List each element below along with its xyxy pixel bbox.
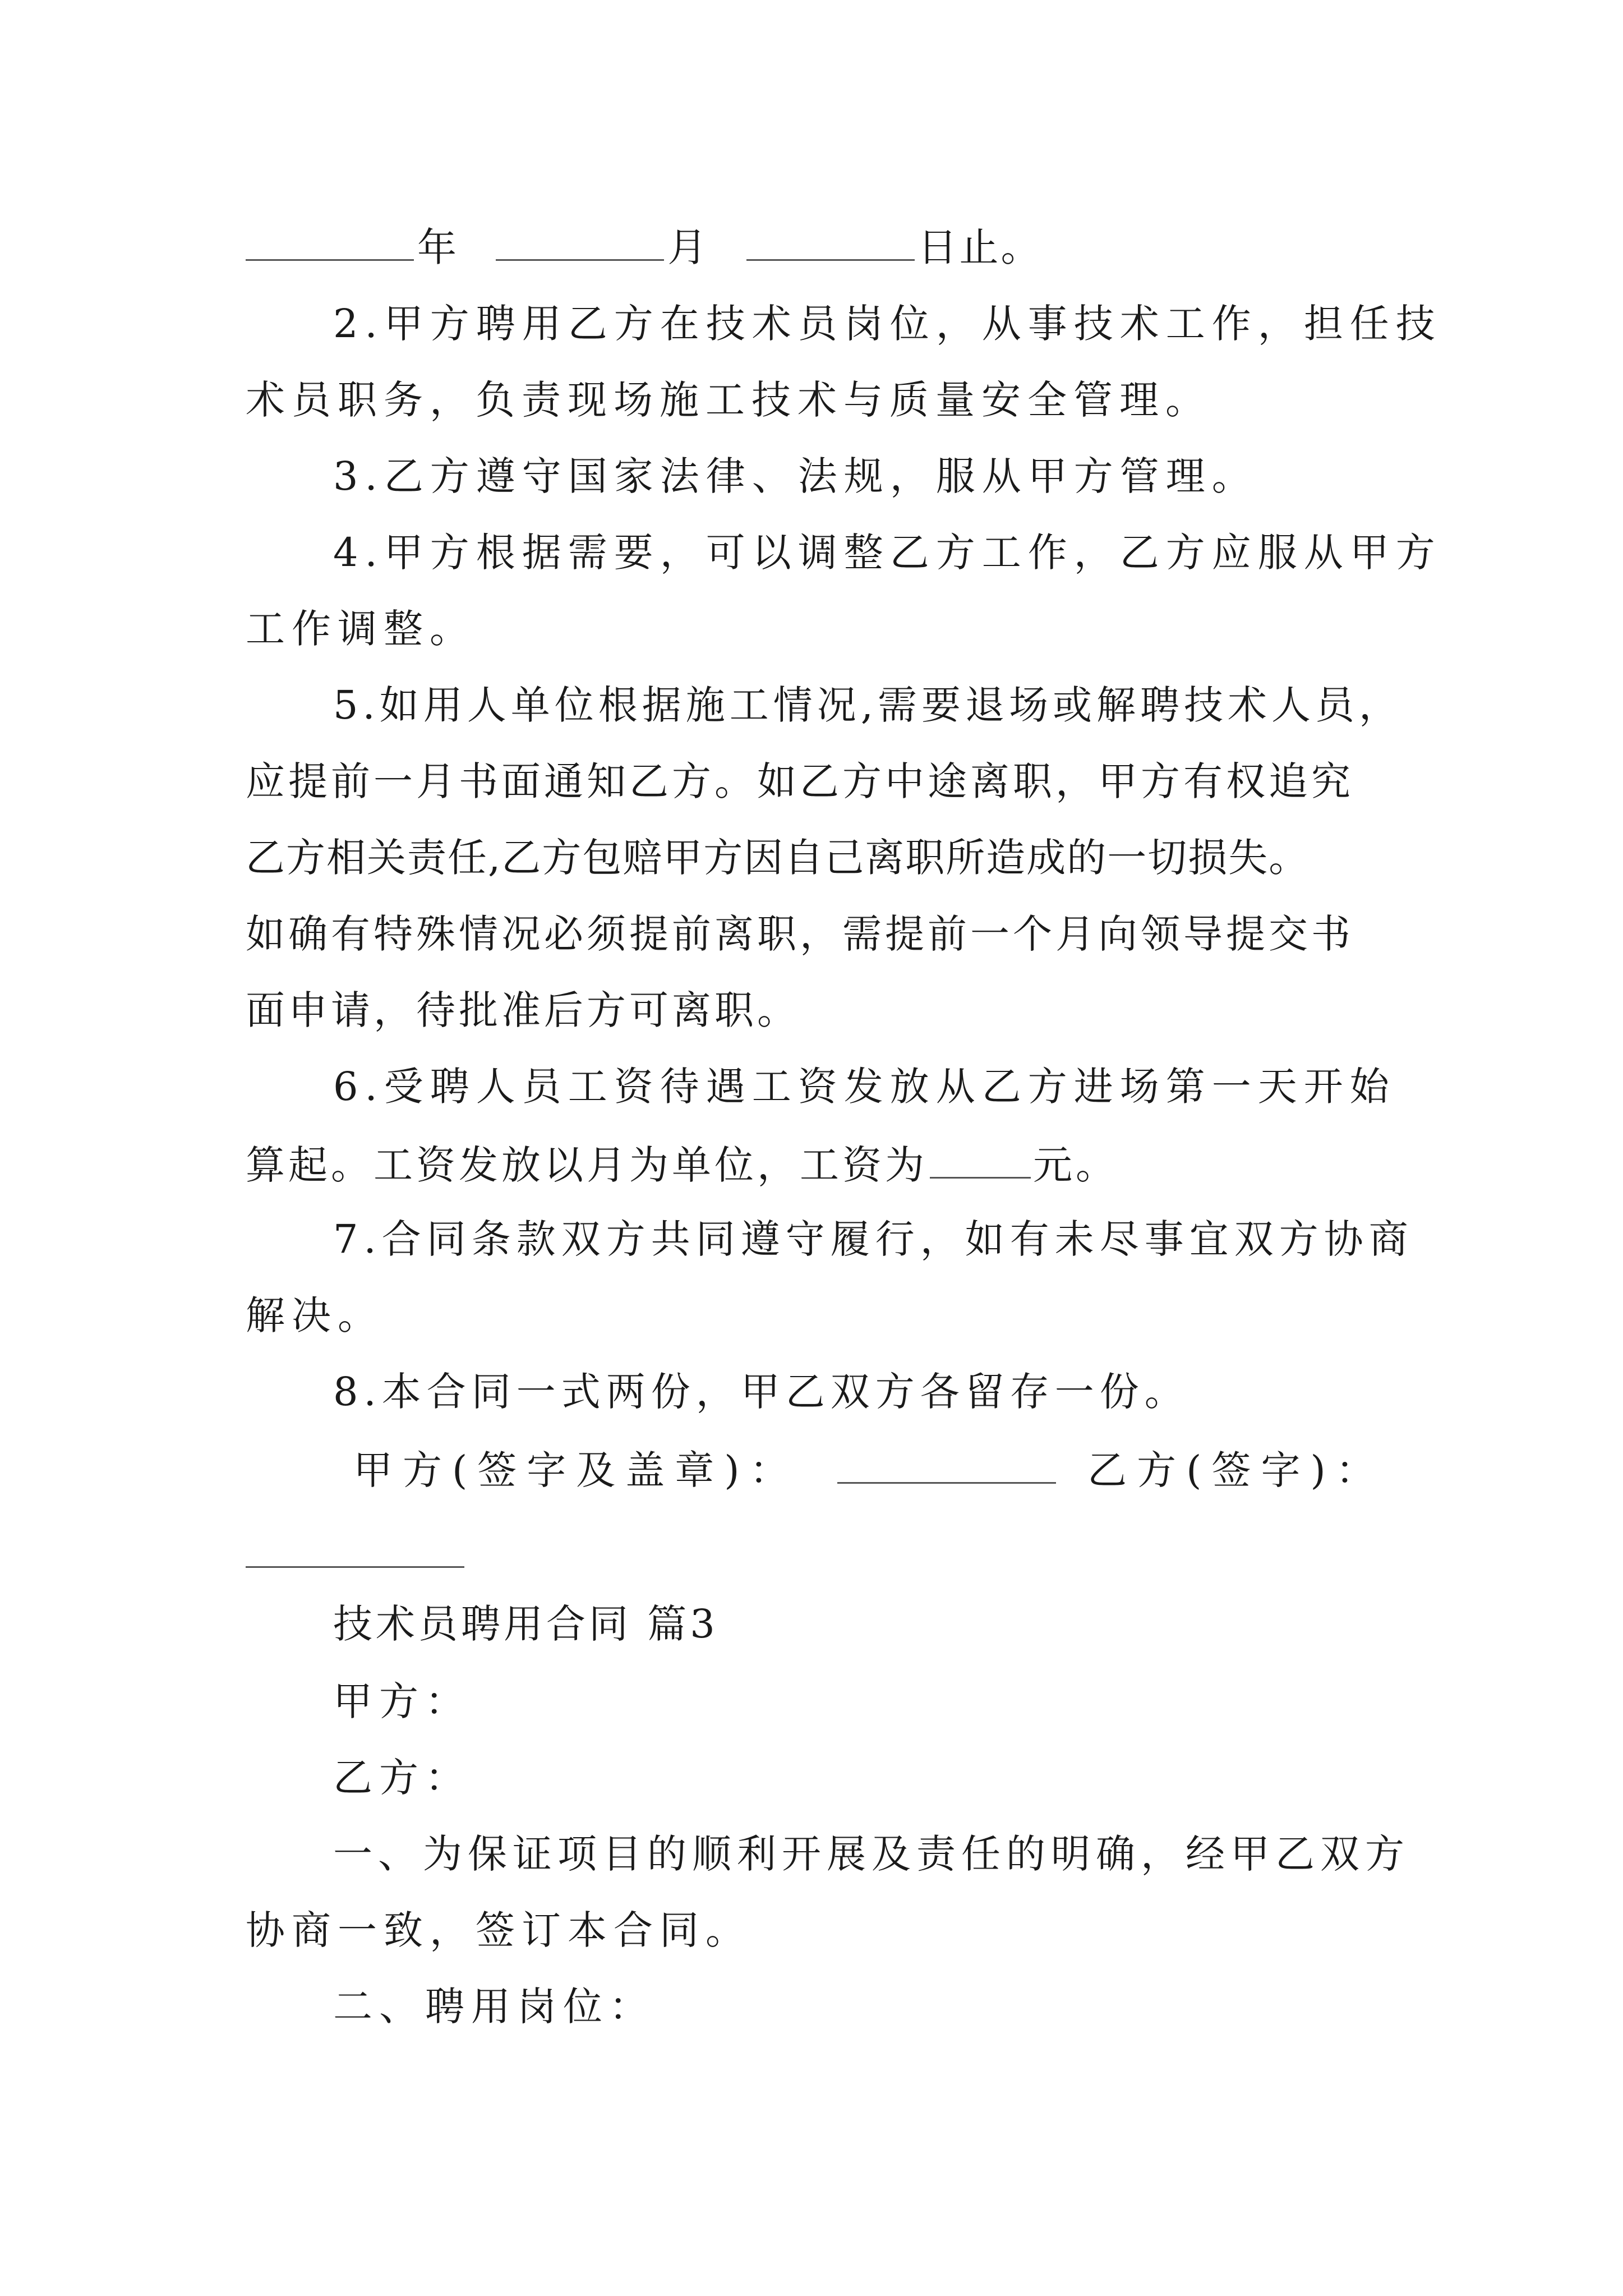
clause-6-line-1: 6.受聘人员工资待遇工资发放从乙方进场第一天开始 (333, 1064, 1396, 1110)
clause-5-line-4: 如确有特殊情况必须提前离职，需提前一个月向领导提交书 (246, 911, 1354, 957)
clause-4-line-1: 4.甲方根据需要，可以调整乙方工作，乙方应服从甲方 (333, 530, 1442, 576)
item-1-line-2: 协商一致，签订本合同。 (246, 1907, 751, 1953)
party-a-label: 甲方： (333, 1678, 471, 1724)
clause-2-line-2: 术员职务，负责现场施工技术与质量安全管理。 (246, 377, 1211, 423)
party-b-signature-blank (246, 1566, 464, 1568)
item-2: 二、聘用岗位： (333, 1984, 655, 2030)
clause-5-line-5: 面申请，待批准后方可离职。 (246, 987, 800, 1033)
date-line (246, 220, 1043, 273)
month-label: 月 (667, 224, 709, 270)
party-b-label: 乙方： (333, 1755, 471, 1801)
clause-6-salary-unit: 元。 (1033, 1142, 1118, 1188)
party-a-signature-blank (837, 1443, 1056, 1484)
clause-2-line-1: 2.甲方聘用乙方在技术员岗位，从事技术工作，担任技 (333, 301, 1442, 347)
clause-7-line-1: 7.合同条款双方共同遵守履行，如有未尽事宜双方协商 (333, 1216, 1414, 1262)
clause-5-line-3: 乙方相关责任,乙方包赔甲方因自己离职所造成的一切损失。 (246, 835, 1310, 881)
signature-line (353, 1443, 1385, 1496)
party-b-signature-label: 乙方(签字)： (1087, 1447, 1385, 1493)
party-a-signature-label: 甲方(签字及盖章)： (353, 1447, 799, 1493)
year-label: 年 (417, 224, 459, 270)
clause-5-line-1: 5.如用人单位根据施工情况,需要退场或解聘技术人员， (333, 682, 1403, 728)
year-blank (246, 220, 414, 261)
clause-6-line-2 (246, 1138, 1118, 1190)
day-label: 日止。 (917, 224, 1043, 270)
section-title: 技术员聘用合同 篇3 (333, 1601, 718, 1647)
clause-8: 8.本合同一式两份，甲乙双方各留存一份。 (333, 1369, 1189, 1415)
clause-6-salary-text: 算起。工资发放以月为单位，工资为 (246, 1142, 928, 1188)
salary-blank (930, 1138, 1031, 1179)
clause-7-line-2: 解决。 (246, 1292, 384, 1338)
day-blank (746, 220, 915, 261)
clause-5-line-2: 应提前一月书面通知乙方。如乙方中途离职，甲方有权追究 (246, 758, 1354, 804)
clause-4-line-2: 工作调整。 (246, 606, 476, 652)
item-1-line-1: 一、为保证项目的顺利开展及责任的明确，经甲乙双方 (333, 1831, 1410, 1877)
clause-3: 3.乙方遵守国家法律、法规，服从甲方管理。 (333, 453, 1258, 499)
month-blank (496, 220, 664, 261)
